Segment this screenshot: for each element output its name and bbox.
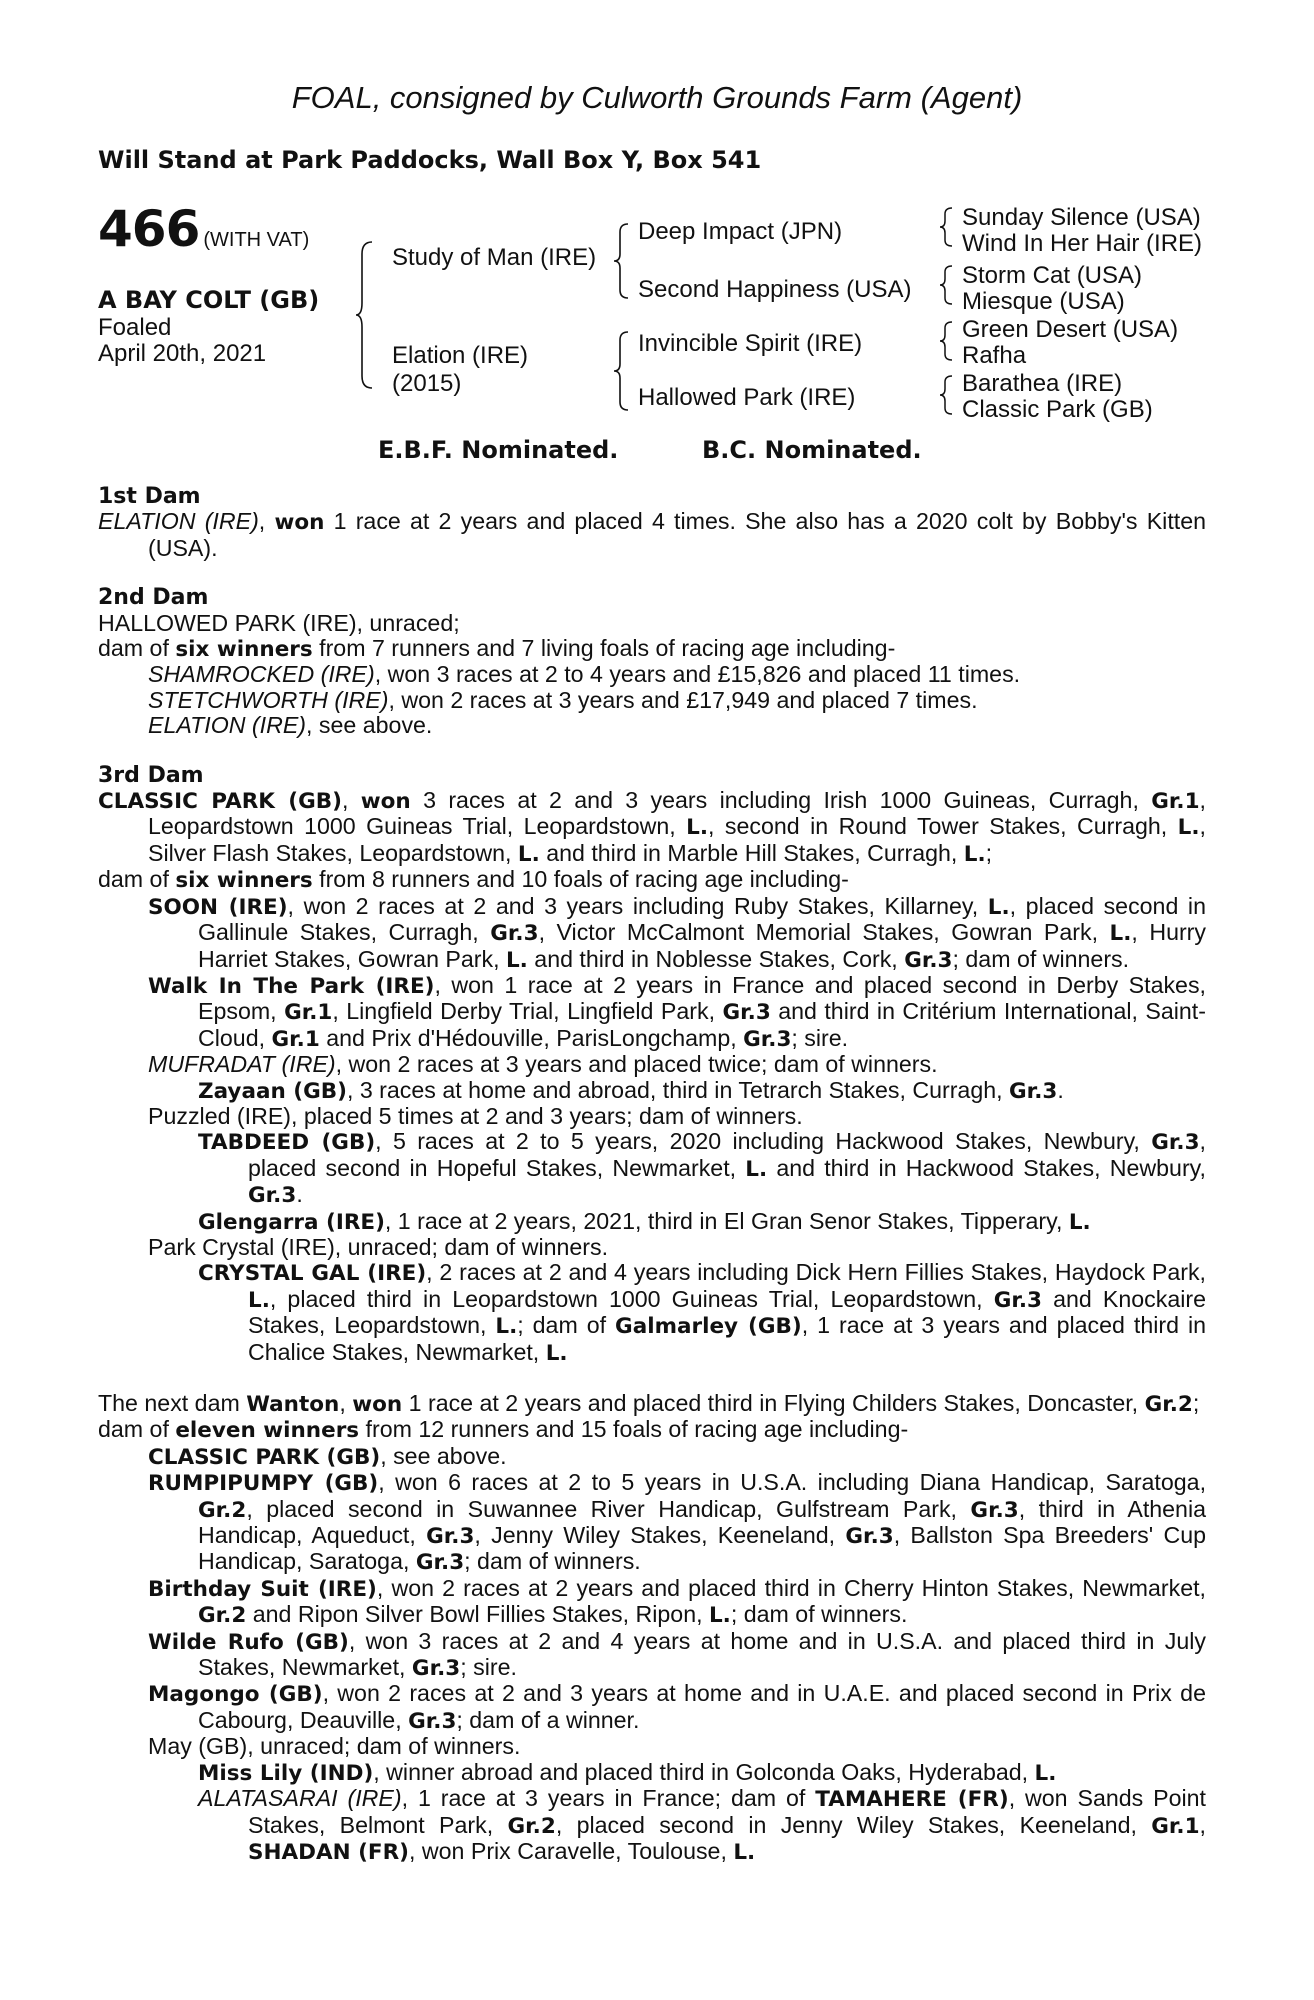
pedigree-sire: Study of Man (IRE) [392,244,597,271]
pedigree-dam-dam: Hallowed Park (IRE) [638,384,856,411]
first-dam-heading: 1st Dam [98,484,201,509]
produce-entry: STETCHWORTH (IRE), won 2 races at 3 years and £17,949 and placed 7 times. [148,686,978,713]
produce-entry: CLASSIC PARK (GB), see above. [148,1442,507,1470]
lot-number: 466 [98,200,200,258]
produce-entry: SHAMROCKED (IRE), won 3 races at 2 to 4 years and £15,826 and placed 11 times. [148,661,1021,688]
foaled-date: April 20th, 2021 [98,340,267,367]
third-dam-heading: 3rd Dam [98,762,204,788]
lot-number-block [98,200,309,258]
second-dam-produce: dam of six winners from 7 runners and 7 living foals of racing age including- [98,635,896,663]
produce-entry: Walk In The Park (IRE), won 1 race at 2 years in France and placed second in Derby Stakes, Epsom, Gr.1, Lingfield Derby Trial, Lingfield Park, Gr.3 and third in Critérium International, Saint-Cloud, Gr.1 and Prix d'Hédouville, ParisLongchamp, Gr.3; sire. [148,971,1206,1052]
pedigree-brace-sire [614,222,632,300]
foaled-label: Foaled [98,314,172,341]
pedigree-brace-gg4 [940,374,956,416]
ebf-nomination: E.B.F. Nominated. [378,436,619,464]
lot-description: A BAY COLT (GB) [98,286,320,314]
pedigree-brace-gg3 [940,320,956,362]
pedigree-dam: Elation (IRE) [392,342,529,369]
next-dam-produce: dam of eleven winners from 12 runners and 15 foals of racing age including- [98,1416,909,1444]
pedigree-brace-main [356,240,376,390]
next-dam-paragraph: The next dam Wanton, won 1 race at 2 years and placed third in Flying Childers Stakes, Doncaster, Gr.2; [98,1390,1200,1417]
bc-nomination: B.C. Nominated. [702,436,922,464]
vat-label: (WITH VAT) [203,229,310,251]
produce-entry: SOON (IRE), won 2 races at 2 and 3 years including Ruby Stakes, Killarney, L., placed second in Gallinule Stakes, Curragh, Gr.3, Victor McCalmont Memorial Stakes, Gowran Park, L., Hurry Harriet Stakes, Gowran Park, L. and third in Noblesse Stakes, Cork, Gr.3; dam of winners. [148,892,1206,973]
second-dam-heading: 2nd Dam [98,585,209,611]
pedigree-ggen-6: Rafha [962,342,1027,369]
produce-entry: TABDEED (GB), 5 races at 2 to 5 years, 2020 including Hackwood Stakes, Newbury, Gr.3, placed second in Hopeful Stakes, Newmarket, L. and third in Hackwood Stakes, Newbury, Gr.3. [198,1128,1206,1209]
produce-entry: CRYSTAL GAL (IRE), 2 races at 2 and 4 years including Dick Hern Fillies Stakes, Haydock Park, L., placed third in Leopardstown 1000 Guineas Trial, Leopardstown, Gr.3 and Knockaire Stakes, Leopardstown, L.; dam of Galmarley (GB), 1 race at 3 years and placed third in Chalice Stakes, Newmarket, L. [198,1259,1206,1366]
produce-entry: MUFRADAT (IRE), won 2 races at 3 years and placed twice; dam of winners. [148,1051,938,1078]
pedigree-ggen-3: Storm Cat (USA) [962,262,1143,289]
pedigree-dam-sire: Invincible Spirit (IRE) [638,330,863,357]
produce-entry: ELATION (IRE), see above. [148,712,433,739]
pedigree-ggen-5: Green Desert (USA) [962,316,1179,343]
produce-entry: Birthday Suit (IRE), won 2 races at 2 years and placed third in Cherry Hinton Stakes, Newmarket, Gr.2 and Ripon Silver Bowl Fillies Stakes, Ripon, L.; dam of winners. [148,1574,1206,1629]
produce-entry: Zayaan (GB), 3 races at home and abroad, third in Tetrarch Stakes, Curragh, Gr.3. [198,1076,1064,1104]
pedigree-ggen-2: Wind In Her Hair (IRE) [962,230,1203,257]
pedigree-sire-sire: Deep Impact (JPN) [638,218,843,245]
pedigree-sire-dam: Second Happiness (USA) [638,276,912,303]
pedigree-ggen-8: Classic Park (GB) [962,396,1153,423]
third-dam-produce: dam of six winners from 8 runners and 10 foals of racing age including- [98,866,849,894]
pedigree-ggen-7: Barathea (IRE) [962,370,1123,397]
pedigree-dam-year: (2015) [392,370,462,397]
second-dam-paragraph: HALLOWED PARK (IRE), unraced; [98,609,460,636]
produce-record [98,484,1206,1865]
produce-entry: Glengarra (IRE), 1 race at 2 years, 2021, third in El Gran Senor Stakes, Tipperary, L. [198,1207,1091,1235]
produce-entry: Puzzled (IRE), placed 5 times at 2 and 3 years; dam of winners. [148,1102,803,1129]
pedigree-brace-gg1 [940,206,956,248]
pedigree-ggen-4: Miesque (USA) [962,288,1125,315]
produce-entry: Wilde Rufo (GB), won 3 races at 2 and 4 years at home and in U.S.A. and placed third in July Stakes, Newmarket, Gr.3; sire. [148,1627,1206,1682]
stabling-location: Will Stand at Park Paddocks, Wall Box Y, Box 541 [98,146,762,174]
produce-entry: ALATASARAI (IRE), 1 race at 3 years in France; dam of TAMAHERE (FR), won Sands Point Stakes, Belmont Park, Gr.2, placed second in Jenny Wiley Stakes, Keeneland, Gr.1, SHADAN (FR), won Prix Caravelle, Toulouse, L. [198,1785,1207,1865]
produce-entry: RUMPIPUMPY (GB), won 6 races at 2 to 5 years in U.S.A. including Diana Handicap, Saratoga, Gr.2, placed second in Suwannee River Handicap, Gulfstream Park, Gr.3, third in Athenia Handicap, Aqueduct, Gr.3, Jenny Wiley Stakes, Keeneland, Gr.3, Ballston Spa Breeders' Cup Handicap, Saratoga, Gr.3; dam of winners. [148,1469,1207,1576]
third-dam-paragraph: CLASSIC PARK (GB), won 3 races at 2 and 3 years including Irish 1000 Guineas, Curragh, Gr.1, Leopardstown 1000 Guineas Trial, Leopardstown, L., second in Round Tower Stakes, Curragh, L., Silver Flash Stakes, Leopardstown, L. and third in Marble Hill Stakes, Curragh, L.; [98,787,1206,867]
produce-entry: Park Crystal (IRE), unraced; dam of winners. [148,1233,609,1260]
pedigree-brace-gg2 [940,264,956,306]
first-dam-paragraph: ELATION (IRE), won 1 race at 2 years and placed 4 times. She also has a 2020 colt by Bobby's Kitten (USA). [98,508,1206,561]
pedigree-ggen-1: Sunday Silence (USA) [962,204,1201,231]
produce-entry: Magongo (GB), won 2 races at 2 and 3 years at home and in U.A.E. and placed second in Prix de Cabourg, Deauville, Gr.3; dam of a winner. [148,1680,1206,1734]
produce-entry: Miss Lily (IND), winner abroad and placed third in Golconda Oaks, Hyderabad, L. [198,1758,1057,1786]
pedigree-brace-dam [614,330,632,412]
consignor-heading: FOAL, consigned by Culworth Grounds Farm (Agent) [291,80,1023,115]
produce-entry: May (GB), unraced; dam of winners. [148,1733,521,1760]
